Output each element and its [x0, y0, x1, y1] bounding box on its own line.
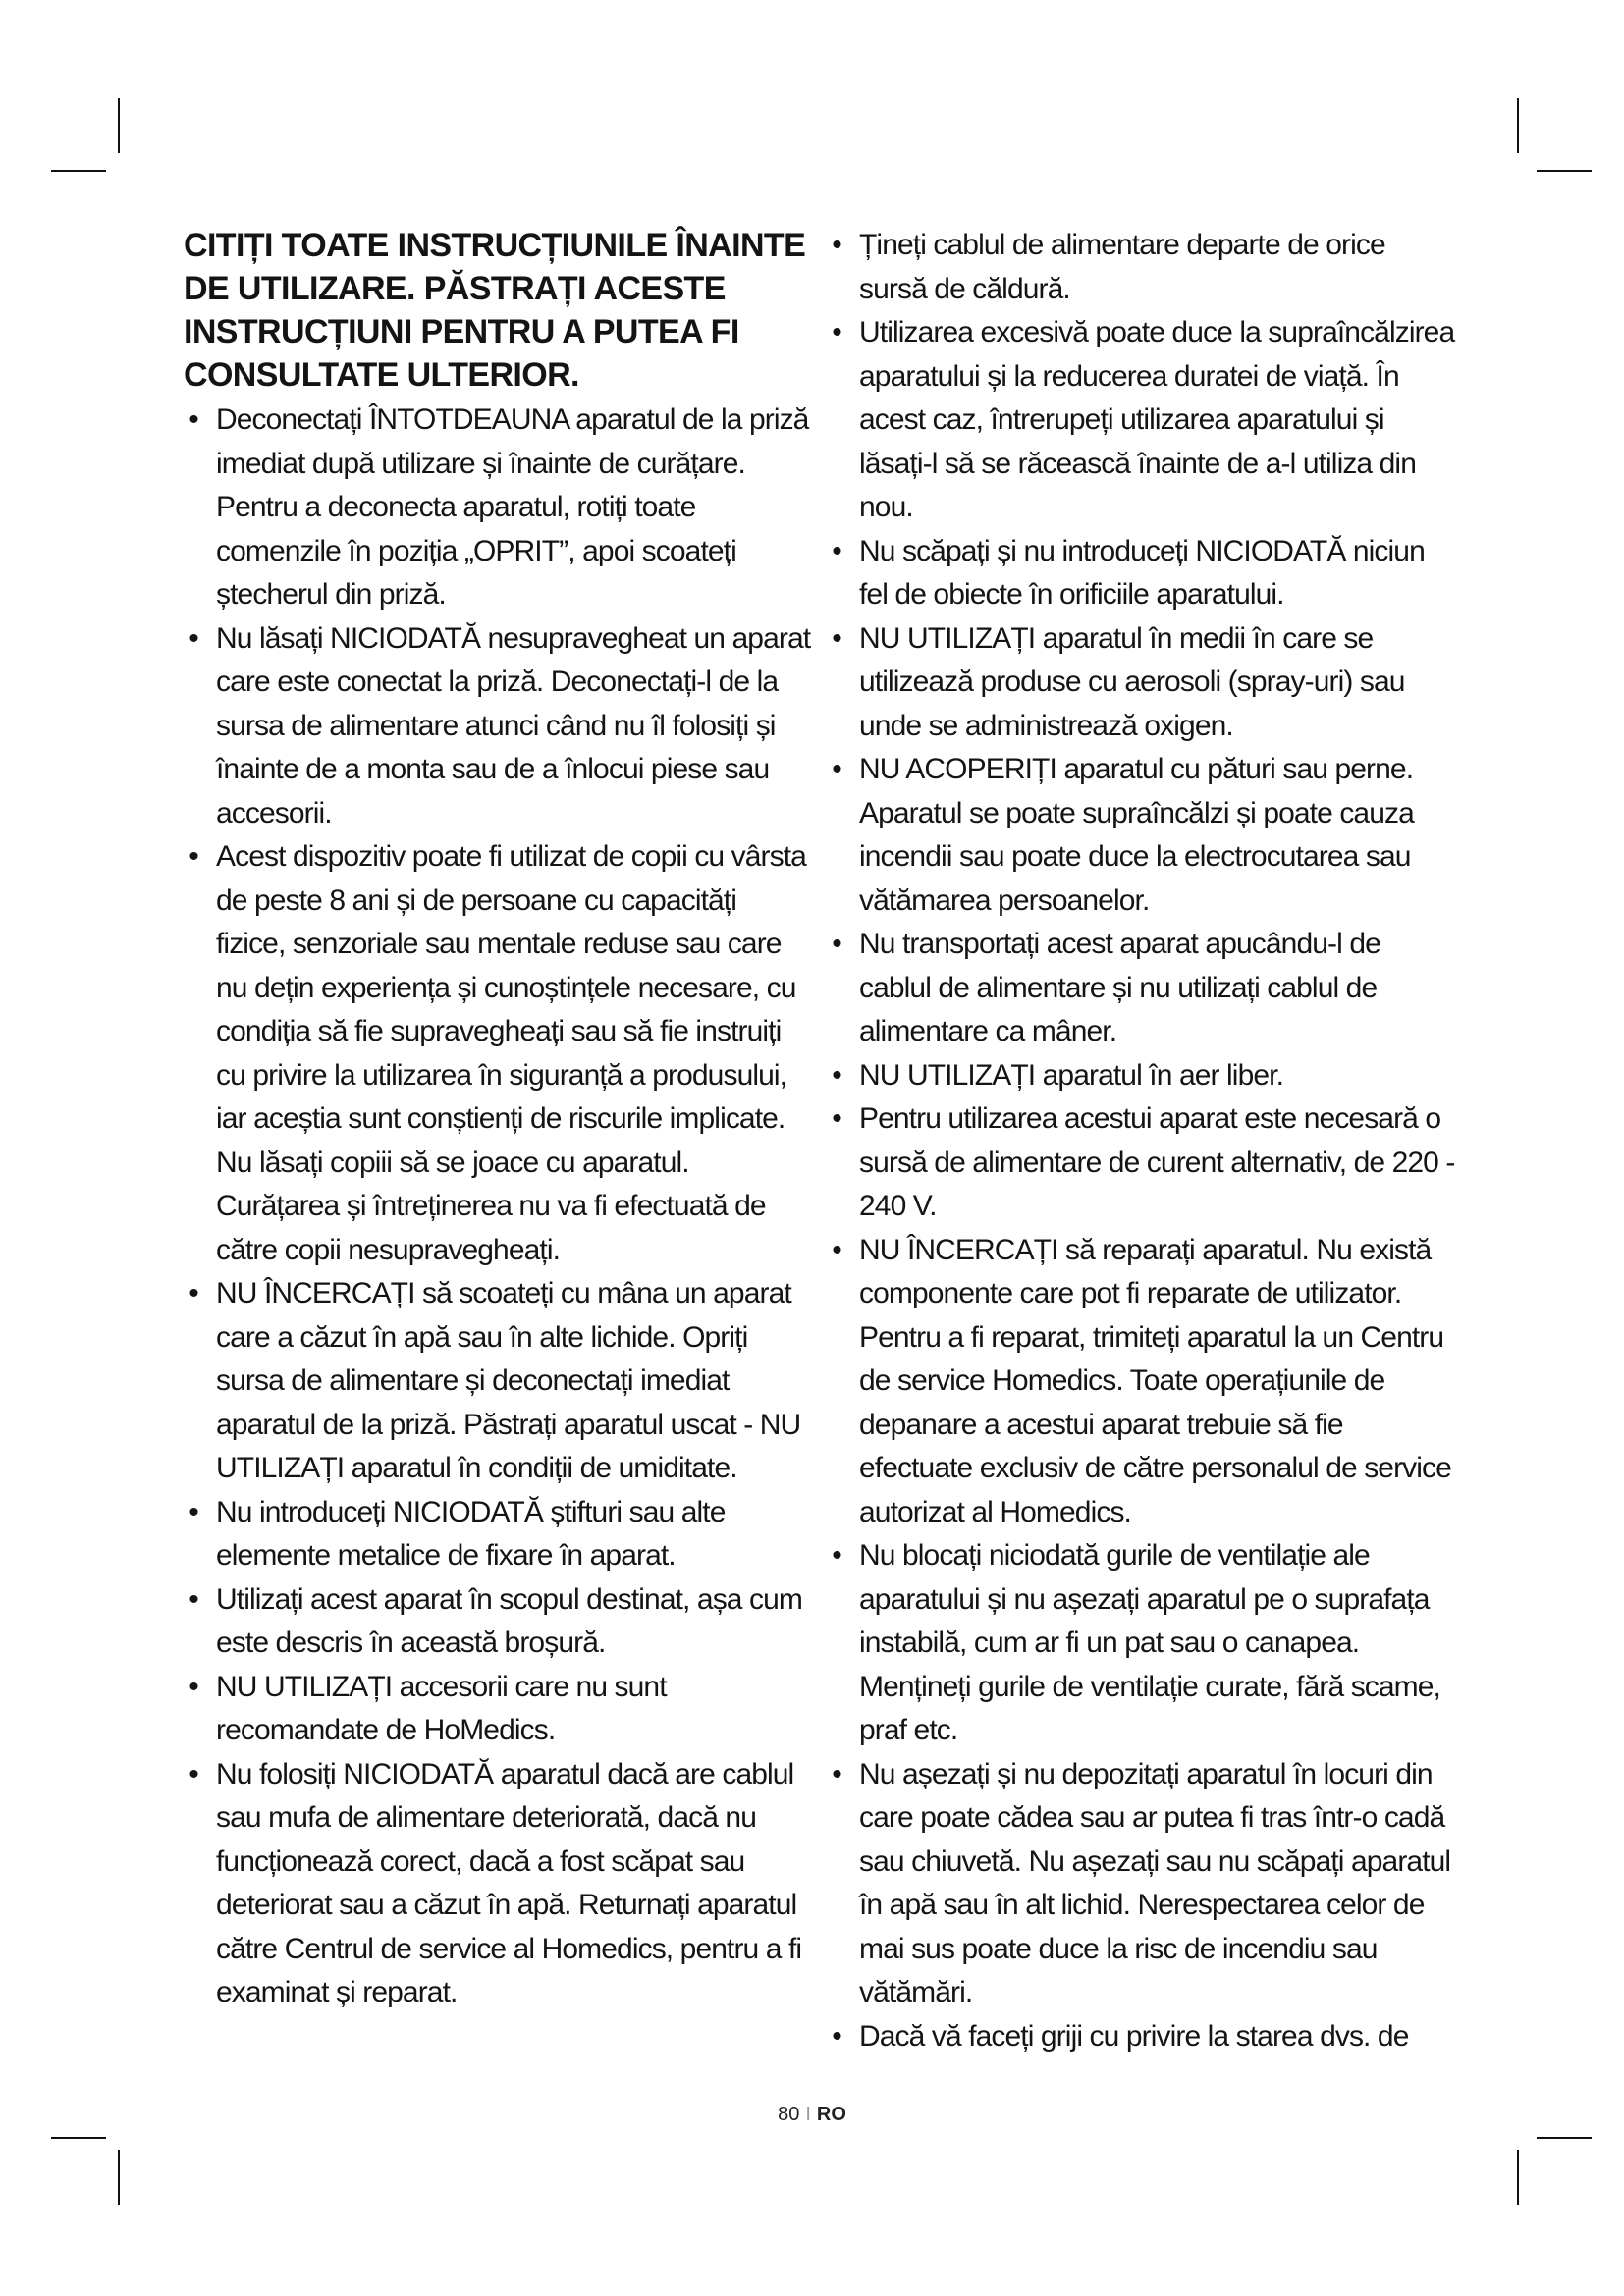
list-item: • Utilizați acest aparat în scopul destinat, așa cum este descris în această broșură.	[184, 1578, 812, 1666]
bullet-icon: •	[832, 229, 841, 261]
bullet-icon: •	[189, 840, 198, 873]
bullet-icon: •	[832, 1102, 841, 1135]
crop-mark	[1517, 98, 1519, 153]
bullet-icon: •	[832, 753, 841, 785]
list-item: • Utilizarea excesivă poate duce la supraîncălzirea aparatului și la reducerea duratei de viață. În acest caz, întrerupeți utilizarea aparatului și lăsați-l să se răcească înainte de a-l utiliza din nou.	[827, 311, 1455, 530]
crop-mark	[118, 98, 120, 153]
bullet-icon: •	[832, 1539, 841, 1572]
left-bullet-list	[184, 399, 812, 2015]
crop-mark	[51, 170, 106, 172]
list-item: • NU UTILIZAȚI aparatul în medii în care se utilizează produse cu aerosoli (spray-uri) sau unde se administrează oxigen.	[827, 617, 1455, 749]
bullet-icon: •	[832, 1757, 841, 1790]
right-bullet-list	[827, 224, 1455, 2058]
crop-mark	[1517, 2150, 1519, 2205]
list-item: • NU ÎNCERCAȚI să reparați aparatul. Nu există componente care pot fi reparate de utilizator. Pentru a fi reparat, trimiteți aparatul la un Centru de service Homedics. Toate operațiunile de depanare a acestui aparat trebuie să fie efectuate exclusiv de către personalul de service autorizat al Homedics.	[827, 1229, 1455, 1535]
list-item: • Dacă vă faceți griji cu privire la starea dvs. de	[827, 2015, 1455, 2059]
list-item: • Nu așezați și nu depozitați aparatul în locuri din care poate cădea sau ar putea fi tras într-o cadă sau chiuvetă. Nu așezați sau nu scăpați aparatul în apă sau în alt lichid. Nerespectarea celor de mai sus poate duce la risc de incendiu sau vătămări.	[827, 1753, 1455, 2015]
list-item: • Nu lăsați NICIODATĂ nesupravegheat un aparat care este conectat la priză. Deconectați-l de la sursa de alimentare atunci când nu îl folosiți și înainte de a monta sau de a înlocui piese sau accesorii.	[184, 617, 812, 836]
crop-mark	[118, 2150, 120, 2205]
list-item: • Pentru utilizarea acestui aparat este necesară o sursă de alimentare de curent alternativ, de 220 - 240 V.	[827, 1097, 1455, 1229]
list-item: • NU ACOPERIȚI aparatul cu pături sau perne. Aparatul se poate supraîncălzi și poate cauza incendii sau poate duce la electrocutarea sau vătămarea persoanelor.	[827, 748, 1455, 923]
bullet-icon: •	[189, 1495, 198, 1528]
bullet-icon: •	[189, 1670, 198, 1703]
bullet-icon: •	[832, 621, 841, 655]
crop-mark	[51, 2137, 106, 2139]
footer-separator: I	[805, 2104, 811, 2125]
left-column	[184, 224, 812, 2015]
right-column	[827, 224, 1455, 2058]
bullet-icon: •	[189, 1277, 198, 1309]
bullet-icon: •	[189, 621, 198, 655]
bullet-icon: •	[189, 1582, 198, 1616]
list-item: • Acest dispozitiv poate fi utilizat de copii cu vârsta de peste 8 ani și de persoane cu capacități fizice, senzoriale sau mentale reduse sau care nu dețin experiența și cunoștințele necesare, cu condiția să fie supravegheați sau să fie instruiți cu privire la utilizarea în siguranță a produsului, iar aceștia sunt conștienți de riscurile implicate. Nu lăsați copiii să se joace cu aparatul. Curățarea și întreținerea nu va fi efectuată de către copii nesupravegheați.	[184, 835, 812, 1272]
list-item: • Nu transportați acest aparat apucându-l de cablul de alimentare și nu utilizați cablul de alimentare ca mâner.	[827, 923, 1455, 1054]
crop-mark	[1537, 170, 1592, 172]
list-item: • NU ÎNCERCAȚI să scoateți cu mâna un aparat care a căzut în apă sau în alte lichide. Opriți sursa de alimentare și deconectați imediat aparatul de la priză. Păstrați aparatul uscat - NU UTILIZAȚI aparatul în condiții de umiditate.	[184, 1272, 812, 1491]
language-code: RO	[816, 2104, 846, 2125]
bullet-icon: •	[832, 1233, 841, 1266]
list-item: • Nu introduceți NICIODATĂ știfturi sau alte elemente metalice de fixare în aparat.	[184, 1491, 812, 1578]
list-item: • Nu scăpați și nu introduceți NICIODATĂ niciun fel de obiecte în orificiile aparatului.	[827, 530, 1455, 617]
list-item: • NU UTILIZAȚI accesorii care nu sunt recomandate de HoMedics.	[184, 1666, 812, 1753]
list-item: • NU UTILIZAȚI aparatul în aer liber.	[827, 1054, 1455, 1098]
bullet-icon: •	[189, 1757, 198, 1790]
bullet-icon: •	[189, 403, 198, 436]
bullet-icon: •	[832, 534, 841, 567]
bullet-icon: •	[832, 316, 841, 348]
page-footer	[0, 2104, 1624, 2126]
bullet-icon: •	[832, 1058, 841, 1092]
page-number: 80	[778, 2104, 800, 2125]
list-item: • Deconectați ÎNTOTDEAUNA aparatul de la priză imediat după utilizare și înainte de curățare. Pentru a deconecta aparatul, rotiți toate comenzile în poziția „OPRIT”, apoi scoateți ștecherul din priză.	[184, 399, 812, 617]
list-item: • Țineți cablul de alimentare departe de orice sursă de căldură.	[827, 224, 1455, 311]
crop-mark	[1537, 2137, 1592, 2139]
bullet-icon: •	[832, 928, 841, 960]
bullet-icon: •	[832, 2019, 841, 2053]
page-heading: CITIȚI TOATE INSTRUCȚIUNILE ÎNAINTE DE UTILIZARE. PĂSTRAȚI ACESTE INSTRUCȚIUNI PENTRU A PUTEA FI CONSULTATE ULTERIOR.	[184, 227, 806, 394]
list-item: • Nu blocați niciodată gurile de ventilație ale aparatului și nu așezați aparatul pe o suprafața instabilă, cum ar fi un pat sau o canapea. Mențineți gurile de ventilație curate, fără scame, praf etc.	[827, 1534, 1455, 1753]
list-item: • Nu folosiți NICIODATĂ aparatul dacă are cablul sau mufa de alimentare deteriorată, dacă nu funcționează corect, dacă a fost scăpat sau deteriorat sau a căzut în apă. Returnați aparatul către Centrul de service al Homedics, pentru a fi examinat și reparat.	[184, 1753, 812, 2015]
